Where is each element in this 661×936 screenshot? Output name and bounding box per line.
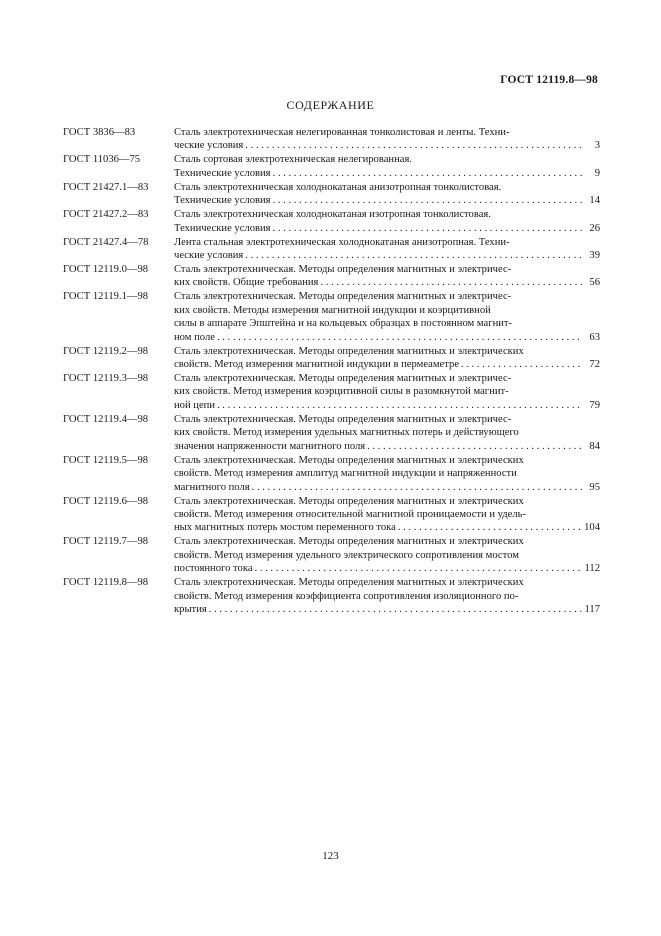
entry-description [174,153,600,180]
description-line: значения напряженности магнитного поля [174,440,366,452]
dot-leader [217,399,582,412]
description-line: Технические условия [174,195,271,207]
description-line: Сталь электротехническая. Методы определения магнитных и электрических [174,454,524,466]
standard-code: ГОСТ 12119.6—98 [63,495,149,507]
description-line: свойств. Метод измерения удельного электрического сопротивления мостом [174,549,519,561]
entry-description [174,181,600,208]
entry-description [174,495,600,535]
dot-leader [255,562,582,575]
description-line: Лента стальная электротехническая холоднокатаная анизотропная. Техни- [174,236,510,248]
entry-page-number: 63 [589,331,600,343]
description-line: магнитного поля [174,481,250,493]
entry-page-number: 3 [594,140,600,152]
standard-code: ГОСТ 21427.1—83 [63,181,149,193]
description-line: Сталь электротехническая холоднокатаная анизотропная тонколистовая. [174,181,502,193]
standard-code: ГОСТ 12119.5—98 [63,454,149,466]
toc-entry [63,413,600,453]
description-line: крытия [174,603,207,615]
toc-title: СОДЕРЖАНИЕ [286,98,375,112]
entry-page-number: 9 [594,167,600,179]
description-line: Технические условия [174,167,271,179]
standard-code: ГОСТ 12119.4—98 [63,413,149,425]
toc-entry [63,454,600,494]
toc-entry [63,181,600,208]
description-line: Сталь электротехническая. Методы определения магнитных и электричес- [174,291,512,303]
description-last-line [174,194,600,207]
toc-entry [63,263,600,290]
description-line: постоянного тока [174,563,253,575]
entry-description [174,413,600,453]
description-line: свойств. Метод измерения относительной магнитной проницаемости и удель- [174,508,527,520]
description-line: силы в аппарате Эпштейна и на кольцевых образцах в постоянном магнит- [174,318,513,330]
description-line: Сталь сортовая электротехническая нелегированная. [174,154,412,166]
toc-entry [63,208,600,235]
description-line: Сталь электротехническая. Методы определения магнитных и электричес- [174,413,512,425]
entry-description [174,535,600,575]
dot-leader [367,440,582,453]
standard-code: ГОСТ 12119.1—98 [63,291,149,303]
description-last-line [174,222,600,235]
entry-description [174,345,600,372]
entry-description [174,454,600,494]
standard-code: ГОСТ 12119.8—98 [63,577,149,589]
description-last-line [174,167,600,180]
description-line: Сталь электротехническая. Методы определения магнитных и электрических [174,345,524,357]
description-line: ких свойств. Общие требования [174,277,319,289]
description-line: свойств. Метод измерения коэффициента сопротивления изоляционного по- [174,590,519,602]
entry-description [174,208,600,235]
description-line: Сталь электротехническая. Методы определения магнитных и электричес- [174,264,512,276]
description-last-line [174,481,600,494]
entry-page-number: 104 [584,522,600,534]
description-line: Сталь электротехническая нелегированная тонколистовая и ленты. Техни- [174,127,510,138]
dot-leader [209,603,582,616]
standard-code: ГОСТ 21427.4—78 [63,236,149,248]
document-code-header: ГОСТ 12119.8—98 [500,74,598,86]
standard-code: ГОСТ 11036—75 [63,154,141,166]
entry-description [174,263,600,290]
description-line: свойств. Метод измерения амплитуд магнитной индукции и напряженности [174,468,517,480]
description-line: ческие условия [174,250,244,262]
entry-page-number: 14 [589,195,600,207]
toc-entry [63,290,600,344]
toc-entry [63,153,600,180]
description-line: ких свойств. Метод измерения удельных магнитных потерь и действующего [174,427,519,439]
description-line: Сталь электротехническая. Методы определения магнитных и электрических [174,495,524,507]
description-last-line [174,358,600,371]
page-number: 123 [322,850,339,862]
dot-leader [398,521,582,534]
dot-leader [252,481,582,494]
entry-description [174,576,600,616]
standard-code: ГОСТ 12119.2—98 [63,345,149,357]
table-of-contents [63,126,600,617]
standard-code: ГОСТ 3836—83 [63,127,136,138]
description-last-line [174,603,600,616]
description-line: свойств. Метод измерения магнитной индукции в пермеаметре [174,359,460,371]
standard-code: ГОСТ 21427.2—83 [63,209,149,221]
description-line: Технические условия [174,222,271,234]
standard-code: ГОСТ 12119.0—98 [63,264,149,276]
entry-page-number: 39 [589,250,600,262]
entry-page-number: 84 [589,440,600,452]
description-line: ких свойств. Метод измерения коэрцитивной силы в разомкнутой магнит- [174,386,509,398]
toc-entry [63,126,600,153]
dot-leader [245,139,582,152]
entry-description [174,372,600,412]
dot-leader [273,222,582,235]
description-last-line [174,562,600,575]
entry-page-number: 72 [589,359,600,371]
description-last-line [174,276,600,289]
entry-description [174,236,600,263]
description-last-line [174,521,600,534]
description-line: Сталь электротехническая холоднокатаная изотропная тонколистовая. [174,209,491,221]
entry-page-number: 79 [589,399,600,411]
description-last-line [174,139,600,152]
description-line: ном поле [174,331,215,343]
toc-entry [63,535,600,575]
description-last-line [174,440,600,453]
description-line: Сталь электротехническая. Методы определения магнитных и электричес- [174,373,512,385]
dot-leader [320,276,582,289]
dot-leader [245,249,582,262]
toc-entry [63,372,600,412]
description-line: ной цепи [174,399,215,411]
toc-entry [63,495,600,535]
description-line: ческие условия [174,140,244,152]
dot-leader [217,331,582,344]
dot-leader [273,194,582,207]
entry-description [174,290,600,344]
description-line: ных магнитных потерь мостом переменного тока [174,522,396,534]
toc-entry [63,576,600,616]
description-line: Сталь электротехническая. Методы определения магнитных и электрических [174,577,524,589]
entry-page-number: 56 [589,277,600,289]
entry-description [174,126,600,153]
entry-page-number: 112 [584,563,600,575]
description-line: ких свойств. Методы измерения магнитной индукции и коэрцитивной [174,304,491,316]
entry-page-number: 26 [589,222,600,234]
toc-entry [63,236,600,263]
entry-page-number: 95 [589,481,600,493]
entry-page-number: 117 [584,603,600,615]
toc-entry [63,345,600,372]
description-last-line [174,399,600,412]
description-line: Сталь электротехническая. Методы определения магнитных и электрических [174,536,524,548]
standard-code: ГОСТ 12119.7—98 [63,536,149,548]
description-last-line [174,249,600,262]
dot-leader [273,167,582,180]
description-last-line [174,331,600,344]
standard-code: ГОСТ 12119.3—98 [63,373,149,385]
dot-leader [461,358,582,371]
